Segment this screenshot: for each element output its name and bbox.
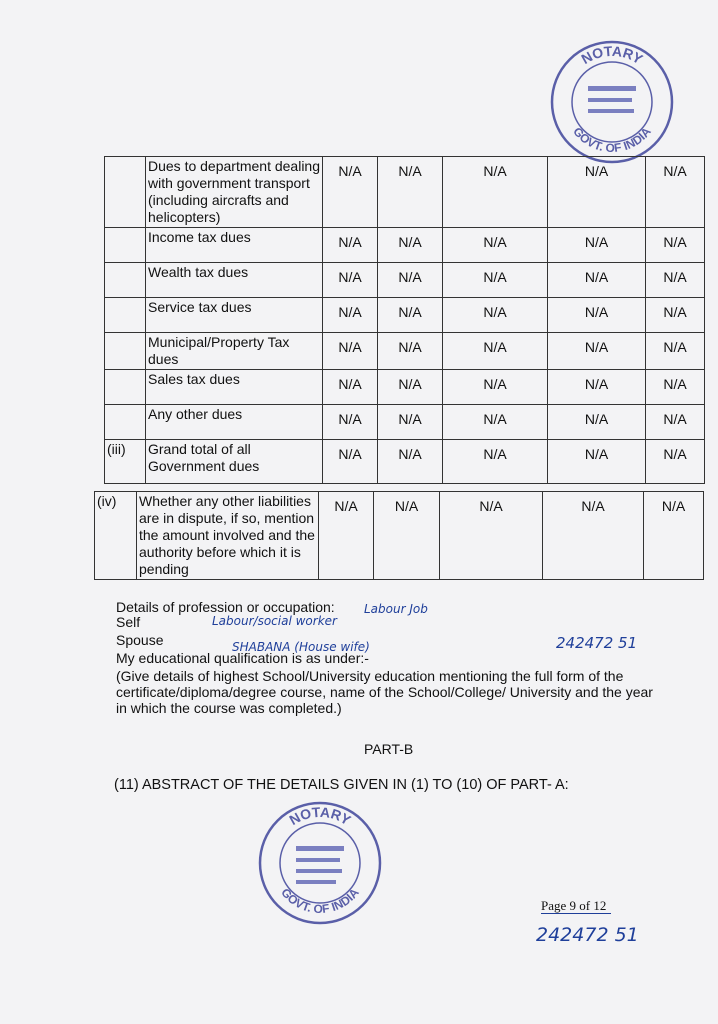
row-number: (iii) xyxy=(105,440,146,484)
row-label: Whether any other liabilities are in dispute, if so, mention the amount involved and the authority before which it is pending xyxy=(137,492,319,580)
row-number xyxy=(105,157,146,228)
table-row xyxy=(105,157,705,228)
svg-text:GOVT. OF INDIA xyxy=(570,124,654,155)
cell-value: N/A xyxy=(443,405,548,440)
row-label: Dues to department dealing with government transport (including aircrafts and helicopters) xyxy=(146,157,323,228)
cell-value: N/A xyxy=(646,263,705,298)
cell-value: N/A xyxy=(323,157,378,228)
stamp-top-bottom: GOVT. OF INDIA xyxy=(570,124,654,156)
cell-value: N/A xyxy=(374,492,440,580)
cell-value: N/A xyxy=(443,370,548,405)
row-number xyxy=(105,333,146,370)
cell-value: N/A xyxy=(548,370,646,405)
cell-value: N/A xyxy=(548,228,646,263)
cell-value: N/A xyxy=(548,405,646,440)
row-label: Municipal/Property Tax dues xyxy=(146,333,323,370)
row-label: Income tax dues xyxy=(146,228,323,263)
table-row xyxy=(105,333,705,370)
row-label: Service tax dues xyxy=(146,298,323,333)
cell-value: N/A xyxy=(378,263,443,298)
page-number: Page 9 of 12 xyxy=(541,898,607,913)
government-dues-table xyxy=(104,156,705,484)
spouse-value: SHABANA (House wife) xyxy=(232,640,370,654)
cell-value: N/A xyxy=(323,405,378,440)
cell-value: N/A xyxy=(443,333,548,370)
stamp-bottom-title: NOTARY xyxy=(286,803,354,829)
svg-text:GOVT. OF INDIA xyxy=(278,885,362,916)
cell-value: N/A xyxy=(443,157,548,228)
table-row xyxy=(95,492,704,580)
cell-value: N/A xyxy=(378,370,443,405)
education-instruction: (Give details of highest School/University education mentioning the full form of the certificate/diploma/degree course, name of the School/College/ University and the year in which the course was completed.) xyxy=(116,668,653,716)
cell-value: N/A xyxy=(443,298,548,333)
cell-value: N/A xyxy=(323,298,378,333)
self-value: Labour/social worker xyxy=(212,614,337,628)
cell-value: N/A xyxy=(378,440,443,484)
cell-value: N/A xyxy=(443,228,548,263)
notary-stamp-top xyxy=(546,38,678,166)
row-number xyxy=(105,370,146,405)
table-row xyxy=(105,440,705,484)
cell-value: N/A xyxy=(323,440,378,484)
row-number xyxy=(105,298,146,333)
cell-value: N/A xyxy=(323,370,378,405)
table-row xyxy=(105,263,705,298)
profession-label: Details of profession or occupation: xyxy=(116,599,335,615)
page-number-underline xyxy=(541,913,611,914)
cell-value: N/A xyxy=(646,333,705,370)
row-label: Sales tax dues xyxy=(146,370,323,405)
cell-value: N/A xyxy=(440,492,543,580)
cell-value: N/A xyxy=(548,333,646,370)
stamp-bottom-bottom: GOVT. OF INDIA xyxy=(278,885,362,917)
cell-value: N/A xyxy=(378,333,443,370)
row-label: Any other dues xyxy=(146,405,323,440)
education-heading: My educational qualification is as under:- xyxy=(116,650,369,666)
cell-value: N/A xyxy=(443,440,548,484)
cell-value: N/A xyxy=(646,405,705,440)
cell-value: N/A xyxy=(646,370,705,405)
cell-value: N/A xyxy=(443,263,548,298)
cell-value: N/A xyxy=(548,440,646,484)
self-label: Self xyxy=(116,614,141,630)
cell-value: N/A xyxy=(323,333,378,370)
disputed-liabilities-table xyxy=(94,491,704,580)
cell-value: N/A xyxy=(548,157,646,228)
stamp-top-title: NOTARY xyxy=(578,42,646,68)
handwritten-number: 242472 51 xyxy=(536,924,639,946)
cell-value: N/A xyxy=(646,440,705,484)
notary-stamp-bottom xyxy=(254,798,386,928)
cell-value: N/A xyxy=(319,492,374,580)
cell-value: N/A xyxy=(644,492,704,580)
table-row xyxy=(105,298,705,333)
cell-value: N/A xyxy=(378,157,443,228)
row-number xyxy=(105,263,146,298)
cell-value: N/A xyxy=(646,157,705,228)
cell-value: N/A xyxy=(378,228,443,263)
cell-value: N/A xyxy=(543,492,644,580)
profession-handwritten: Labour Job xyxy=(364,602,428,616)
cell-value: N/A xyxy=(548,298,646,333)
cell-value: N/A xyxy=(548,263,646,298)
cell-value: N/A xyxy=(646,228,705,263)
row-label: Wealth tax dues xyxy=(146,263,323,298)
row-label: Grand total of all Government dues xyxy=(146,440,323,484)
row-number: (iv) xyxy=(95,492,137,580)
table-row xyxy=(105,370,705,405)
cell-value: N/A xyxy=(378,405,443,440)
part-b-title: PART-B xyxy=(364,741,414,757)
cell-value: N/A xyxy=(646,298,705,333)
cell-value: N/A xyxy=(323,228,378,263)
side-note-handwritten: 242472 51 xyxy=(556,634,638,652)
table-row xyxy=(105,405,705,440)
cell-value: N/A xyxy=(323,263,378,298)
part-b-abstract: (11) ABSTRACT OF THE DETAILS GIVEN IN (1) TO (10) OF PART- A: xyxy=(114,777,569,793)
table-row xyxy=(105,228,705,263)
spouse-label: Spouse xyxy=(116,632,164,648)
row-number xyxy=(105,405,146,440)
cell-value: N/A xyxy=(378,298,443,333)
row-number xyxy=(105,228,146,263)
